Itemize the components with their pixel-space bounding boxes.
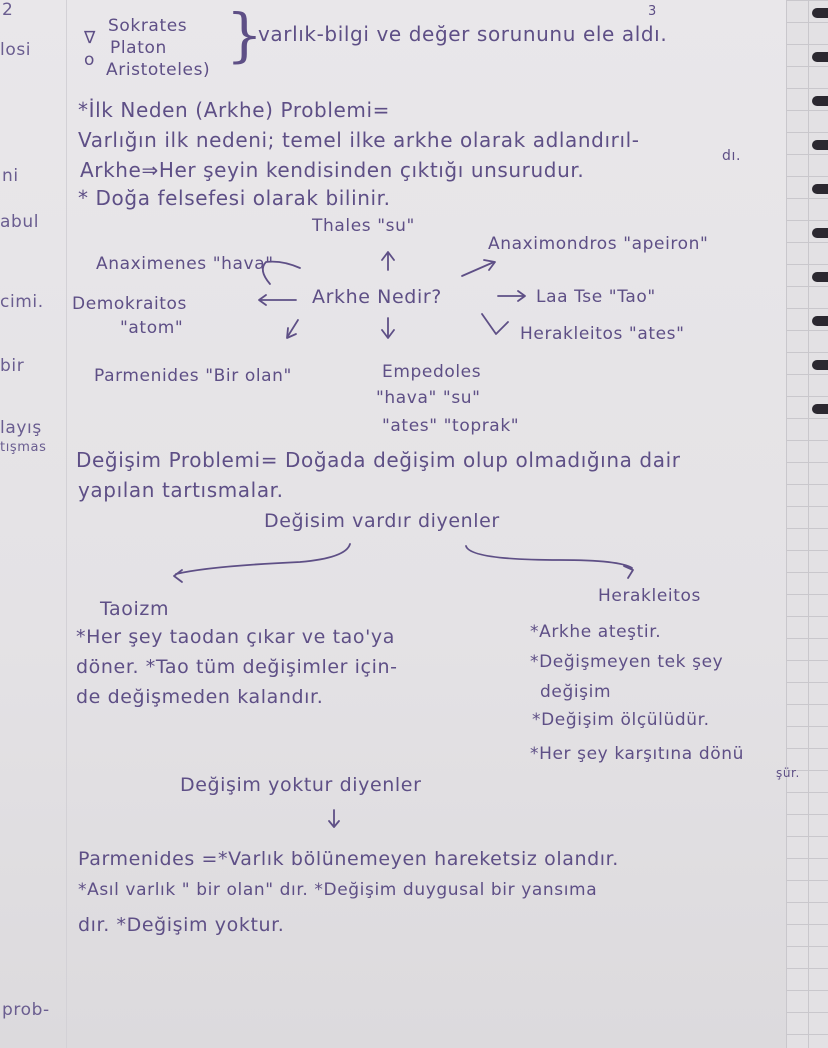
taoizm-line: *Her şey taodan çıkar ve tao'ya	[76, 626, 395, 648]
change-not-exists-heading: Değişim yoktur diyenler	[180, 774, 422, 796]
change-exists-heading: Değisim vardır diyenler	[264, 510, 500, 532]
arkhe-line: * Doğa felsefesi olarak bilinir.	[78, 186, 391, 210]
binding-ring	[812, 360, 828, 370]
map-node-empedokles: Empedoles	[382, 362, 482, 382]
margin-fragment: abul	[0, 212, 40, 232]
header-description: varlık-bilgi ve değer sorununu ele aldı.	[258, 22, 668, 46]
arrow-diag-icon	[462, 262, 494, 276]
herakleitos-line: *Arkhe ateştir.	[530, 622, 662, 642]
circle-symbol: o	[84, 50, 96, 70]
map-node-thales: Thales "su"	[312, 216, 415, 236]
binding-ring	[812, 316, 828, 326]
margin-fragment: ni	[2, 166, 19, 186]
map-node-herakleitos: Herakleitos "ates"	[520, 324, 685, 344]
binding-ring	[812, 52, 828, 62]
binding-ring	[812, 8, 828, 18]
philosopher-name: Sokrates	[108, 16, 188, 36]
arrow-branch-left-icon	[176, 544, 350, 574]
binding-ring	[812, 272, 828, 282]
margin-fragment: losi	[0, 40, 32, 60]
binding-ring	[812, 96, 828, 106]
arrow-head-icon	[624, 566, 633, 578]
philosopher-name: Platon	[110, 38, 167, 58]
page-mark: 3	[648, 4, 657, 19]
philosopher-name: Aristoteles)	[106, 60, 211, 80]
arrow-branch-right-icon	[466, 546, 632, 568]
margin-line	[66, 0, 67, 1048]
map-node-empedokles-sub: "ates" "toprak"	[382, 416, 520, 436]
change-title: Değişim Problemi= Doğada değişim olup olmadığına dair	[76, 448, 681, 472]
margin-fragment: layış	[0, 418, 42, 438]
margin-fragment: bir	[0, 356, 25, 376]
arkhe-line-end: dı.	[722, 148, 742, 164]
map-center: Arkhe Nedir?	[312, 286, 442, 308]
arrow-head-icon	[329, 821, 339, 827]
brace-icon: }	[226, 1, 263, 69]
herakleitos-line: *Değişim ölçülüdür.	[532, 710, 710, 730]
margin-fragment: tışmas	[0, 440, 47, 455]
spiral-binding	[812, 0, 828, 1048]
arkhe-title: *İlk Neden (Arkhe) Problemi=	[78, 98, 391, 122]
arrow-down-left-icon	[288, 320, 298, 336]
arrow-head-icon	[382, 330, 394, 338]
arkhe-line: Arkhe⇒Her şeyin kendisinden çıktığı unsurudur.	[80, 158, 585, 182]
binding-ring	[812, 140, 828, 150]
herakleitos-line: *Her şey karşıtına dönü	[530, 744, 744, 764]
map-node-parmenides: Parmenides "Bir olan"	[94, 366, 292, 386]
arrow-head-icon	[259, 295, 266, 305]
map-node-empedokles-sub: "hava" "su"	[376, 388, 481, 408]
arrow-head-icon	[484, 260, 495, 270]
taoizm-line: de değişmeden kalandır.	[76, 686, 324, 708]
arrow-head-icon	[174, 570, 182, 582]
map-node-anaximandros: Anaximondros "apeiron"	[488, 234, 709, 254]
parmenides-line: *Asıl varlık " bir olan" dır. *Değişim duygusal bir yansıma	[78, 880, 598, 900]
arrow-check-icon	[482, 314, 508, 334]
arrow-head-icon	[287, 328, 296, 338]
binding-ring	[812, 404, 828, 414]
margin-fragment: cimi.	[0, 292, 44, 312]
arrow-head-icon	[518, 291, 525, 301]
binding-ring	[812, 184, 828, 194]
binding-ring	[812, 228, 828, 238]
map-node-demokritos: Demokraitos	[72, 294, 188, 314]
map-node-laotse: Laa Tse "Tao"	[536, 287, 656, 307]
taoizm-line: döner. *Tao tüm değişimler için-	[76, 656, 398, 678]
taoizm-heading: Taoizm	[100, 598, 170, 620]
margin-fragment: prob-	[2, 1000, 50, 1020]
arrow-head-icon	[382, 252, 394, 260]
map-node-anaximenes: Anaximenes "hava"	[96, 254, 274, 274]
herakleitos-line: *Değişmeyen tek şey	[530, 652, 724, 672]
triangle-symbol: ∇	[84, 28, 96, 48]
herakleitos-line: değişim	[540, 682, 612, 702]
herakleitos-line-end: şür.	[776, 766, 800, 780]
map-node-demokritos-sub: "atom"	[120, 318, 184, 338]
parmenides-line: dır. *Değişim yoktur.	[78, 914, 285, 936]
arkhe-line: Varlığın ilk nedeni; temel ilke arkhe olarak adlandırıl-	[78, 128, 640, 152]
parmenides-line: Parmenides =*Varlık bölünemeyen hareketsiz olandır.	[78, 848, 619, 870]
herakleitos-heading: Herakleitos	[598, 586, 701, 606]
change-title-cont: yapılan tartısmalar.	[78, 478, 284, 502]
margin-page-number: 2	[2, 0, 14, 20]
